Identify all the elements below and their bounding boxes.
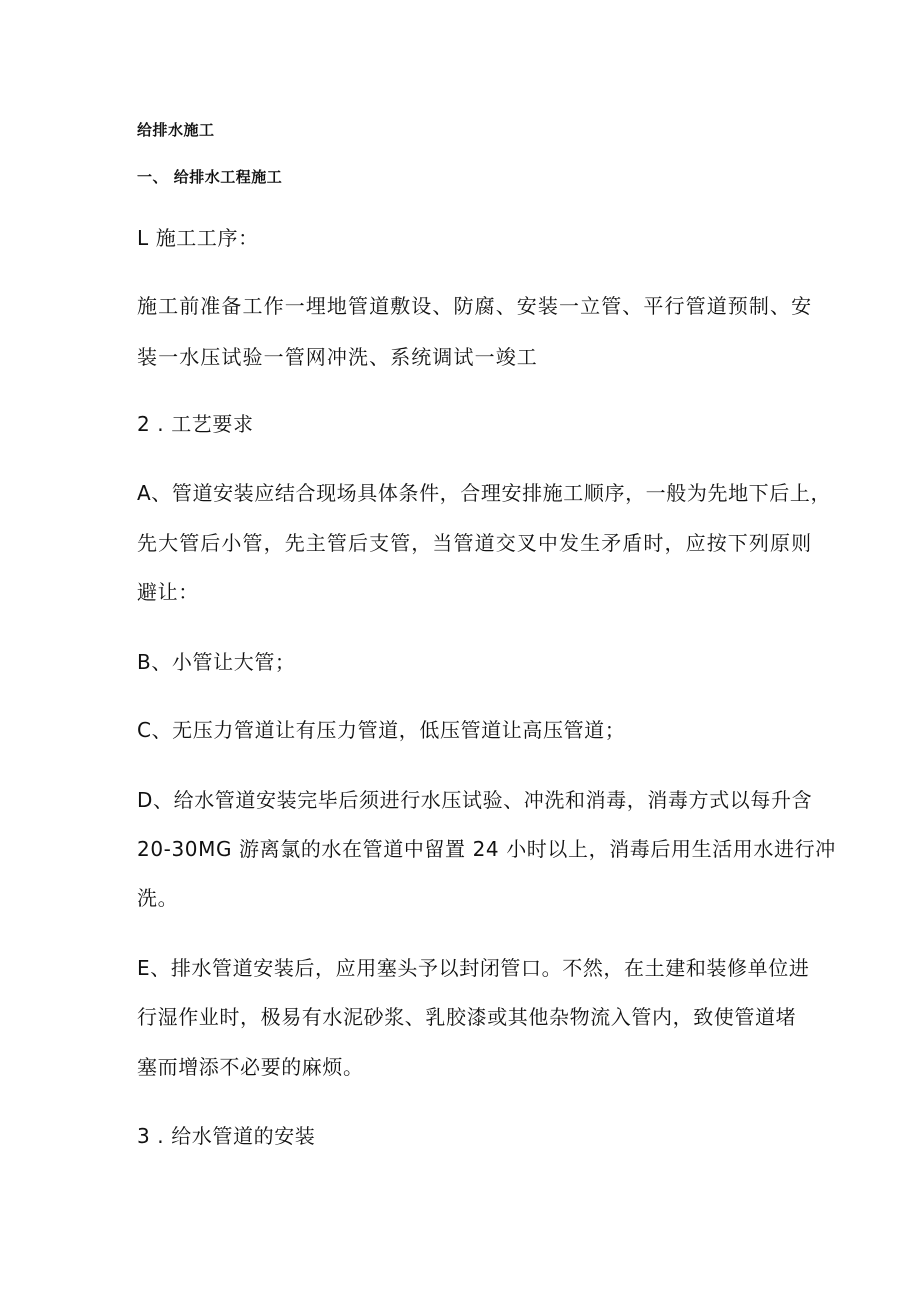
para-e-line-1: E、排水管道安装后，应用塞头予以封闭管口。不然，在土建和装修单位进 <box>137 956 810 980</box>
item-1-body-line-1: 施工前准备工作一埋地管道敷设、防腐、安装一立管、平行管道预制、安 <box>137 294 813 318</box>
para-a-line-3: 避让： <box>137 580 199 604</box>
item-1-body-line-2: 装一水压试验一管网冲洗、系统调试一竣工 <box>137 345 538 369</box>
item-1-heading: L 施工工序： <box>137 226 259 250</box>
para-e-line-3: 塞而增添不必要的麻烦。 <box>137 1055 364 1079</box>
para-a-line-1: A、管道安装应结合现场具体条件，合理安排施工顺序，一般为先地下后上， <box>137 481 832 505</box>
item-3-heading: 3 . 给水管道的安装 <box>137 1124 316 1148</box>
item-2-heading: 2 . 工艺要求 <box>137 412 254 436</box>
para-d-line-1: D、给水管道安装完毕后须进行水压试验、冲洗和消毒，消毒方式以每升含 <box>137 788 813 812</box>
para-c: C、无压力管道让有压力管道，低压管道让高压管道； <box>137 718 626 742</box>
para-d-line-3: 洗。 <box>137 886 179 910</box>
para-e-line-2: 行湿作业时，极易有水泥砂浆、乳胶漆或其他杂物流入管内，致使管道堵 <box>137 1005 797 1029</box>
section-heading: 一、 给排水工程施工 <box>137 168 283 186</box>
para-a-line-2: 先大管后小管，先主管后支管，当管道交叉中发生矛盾时，应按下列原则 <box>137 531 813 555</box>
para-b: B、小管让大管； <box>137 650 296 674</box>
para-d-line-2: 20-30MG 游离氯的水在管道中留置 24 小时以上，消毒后用生活用水进行冲 <box>137 837 836 861</box>
document-title: 给排水施工 <box>137 121 215 139</box>
